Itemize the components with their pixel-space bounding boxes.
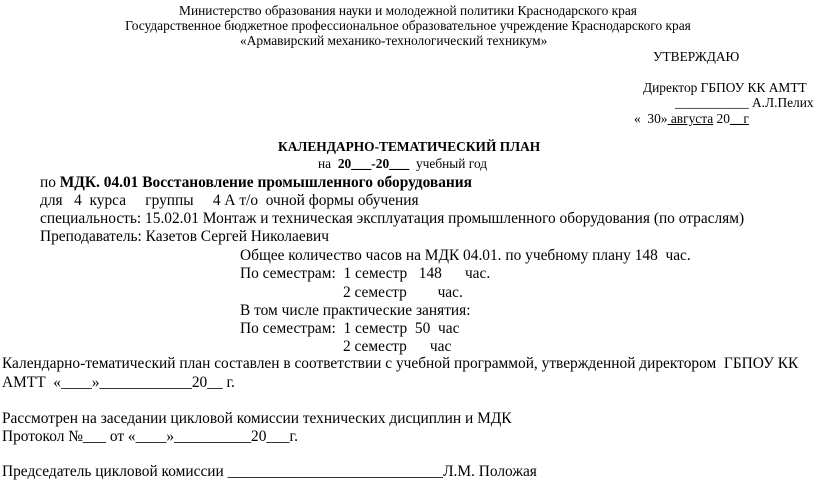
date-year: 20 [713, 111, 730, 126]
chairman-line: Председатель цикловой комиссии ____________________________Л.М. Положая [2, 463, 537, 480]
approval-signature: ___________ А.Л.Пелих [675, 95, 814, 110]
academic-year [318, 157, 487, 170]
total-hours: Общее количество часов на МДК 04.01. по учебному плану 148 час. [240, 247, 691, 264]
course-line: для 4 курса группы 4 А т/о очной формы обучения [40, 192, 419, 209]
module-line [40, 175, 472, 190]
practical-semester-1: По семестрам: 1 семестр 50 час [240, 320, 460, 337]
year-blank-2: ___ [389, 156, 410, 171]
specialty-line: специальность: 15.02.01 Монтаж и техническая эксплуатация промышленного оборудования (по отраслям) [40, 210, 745, 227]
reviewed-line: Рассмотрен на заседании цикловой комиссии технических дисциплин и МДК [2, 410, 512, 427]
module-name: МДК. 04.01 Восстановление промышленного оборудования [59, 174, 472, 191]
date-suffix: г [743, 111, 749, 126]
year-from: 20 [337, 156, 352, 171]
year-prefix: на [318, 156, 338, 171]
practical-heading: В том числе практические занятия: [240, 302, 471, 319]
college-line: «Армавирский механико-технологический техникум» [240, 33, 548, 48]
module-prefix: по [40, 174, 60, 191]
year-blank-1: ___ [351, 156, 372, 171]
compiled-line-1: Календарно-тематический план составлен в соответствии с учебной программой, утвержденной директором ГБПОУ КК [2, 355, 799, 372]
year-to: -20 [371, 156, 390, 171]
practical-semester-2: 2 семестр час [343, 338, 452, 355]
approval-date [634, 112, 749, 125]
approval-position: Директор ГБПОУ КК АМТТ [643, 80, 807, 95]
teacher-line: Преподаватель: Казетов Сергей Николаевич [40, 228, 329, 245]
institution-line: Государственное бюджетное профессиональное образовательное учреждение Краснодарского края [125, 18, 691, 33]
semester-2-hours: 2 семестр час. [343, 284, 463, 301]
compiled-line-2: АМТТ «____»____________20__ г. [2, 374, 235, 391]
date-day: « 30» [634, 111, 668, 126]
year-suffix: учебный год [409, 156, 488, 171]
date-year-blank: __ [729, 111, 744, 126]
ministry-line: Министерство образования науки и молодежной политики Краснодарского края [179, 3, 637, 18]
plan-title: КАЛЕНДАРНО-ТЕМАТИЧЕСКИЙ ПЛАН [278, 139, 541, 154]
approval-title: УТВЕРЖДАЮ [653, 49, 740, 64]
protocol-line: Протокол №___ от «____»__________20___г. [2, 428, 298, 445]
date-month: августа [667, 111, 714, 126]
semester-hours: По семестрам: 1 семестр 148 час. [240, 265, 491, 282]
